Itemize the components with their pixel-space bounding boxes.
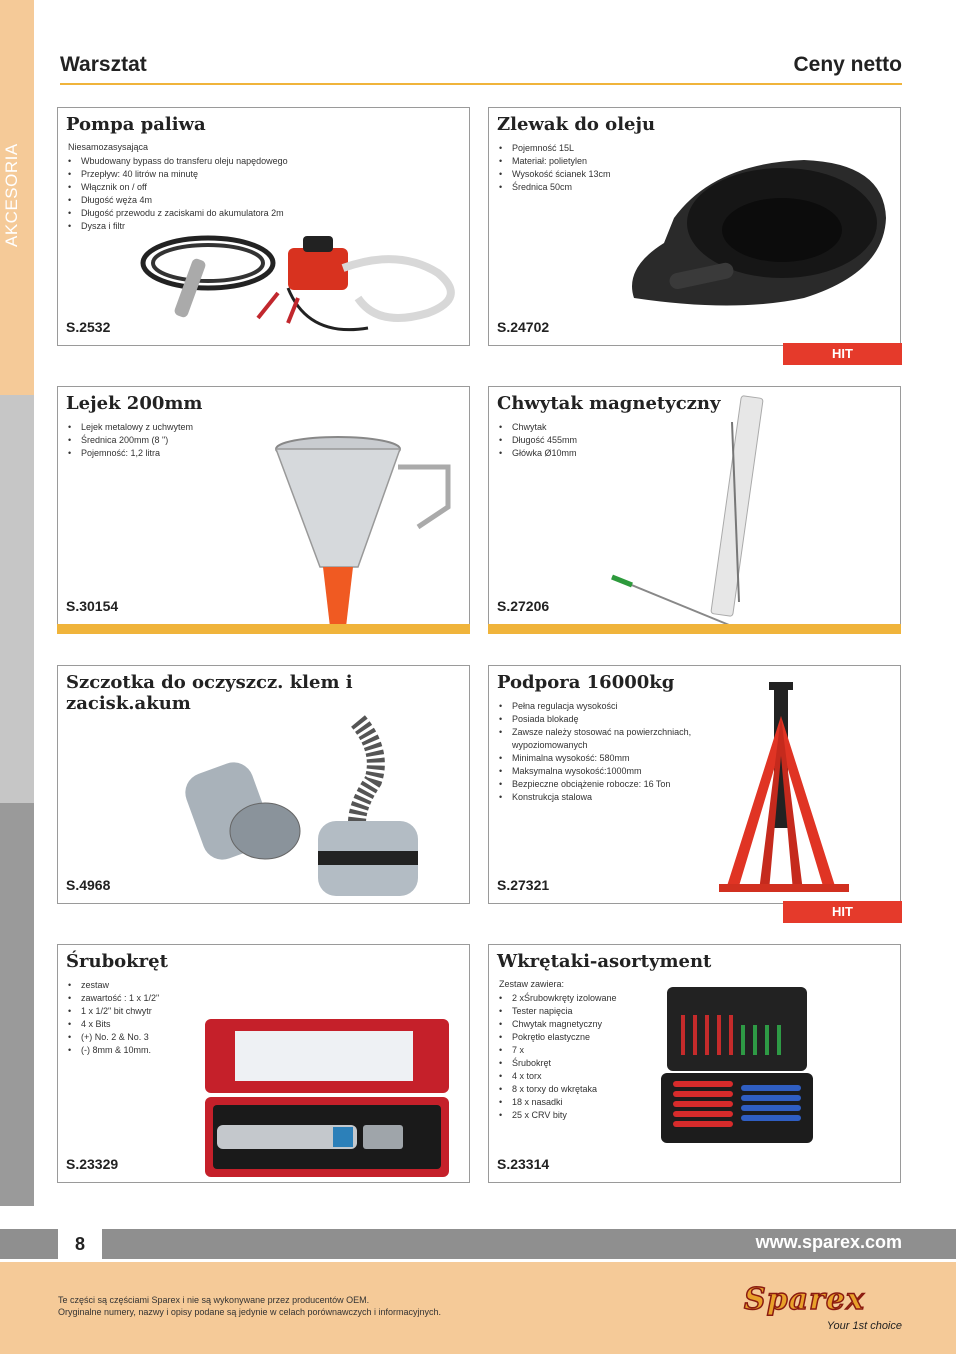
- website-link[interactable]: www.sparex.com: [755, 1232, 902, 1252]
- product-title: Podpora 16000kg: [497, 672, 675, 693]
- bestseller-badge: HIT SPRZEDAŻOWY: [783, 343, 902, 365]
- feature-item: • Minimalna wysokość: 580mm: [499, 752, 759, 765]
- product-intro: Zestaw zawiera:: [499, 979, 565, 989]
- header-divider: [60, 83, 902, 85]
- product-title: Wkrętaki-asortyment: [497, 951, 712, 972]
- feature-item: • 8 x torxy do wkrętaka: [499, 1083, 759, 1096]
- product-code: S.4968: [66, 877, 111, 893]
- feature-item: • Pokrętło elastyczne: [499, 1031, 759, 1044]
- feature-item: • 1 x 1/2" bit chwytr: [68, 1005, 328, 1018]
- card-accent-stripe: [57, 624, 470, 634]
- product-card-terminal-brush: [57, 665, 470, 904]
- feature-item: • Lejek metalowy z uchwytem: [68, 421, 328, 434]
- product-title: Pompa paliwa: [66, 114, 206, 135]
- sidebar-section-label: AKCESORIA: [2, 143, 21, 247]
- product-code: S.23329: [66, 1156, 119, 1172]
- feature-item: • 18 x nasadki: [499, 1096, 759, 1109]
- feature-item: • zawartość : 1 x 1/2": [68, 992, 328, 1005]
- magnetic-pickup-image: [604, 392, 774, 632]
- axle-stand-image: [719, 676, 889, 901]
- feature-item: • 4 x torx: [499, 1070, 759, 1083]
- feature-item: • 7 x: [499, 1044, 759, 1057]
- sidebar-bottom-block: [0, 803, 34, 1206]
- feature-item: • (+) No. 2 & No. 3: [68, 1031, 328, 1044]
- terminal-brush-image: [183, 711, 433, 901]
- feature-item: • Tester napięcia: [499, 1005, 759, 1018]
- disclaimer-line: Te części są częściami Sparex i nie są wykonywane przez producentów OEM.: [58, 1295, 370, 1305]
- product-title: Lejek 200mm: [66, 393, 203, 414]
- feature-item: • Długość węża 4m: [68, 194, 328, 207]
- feature-item: • Wbudowany bypass do transferu oleju napędowego: [68, 155, 328, 168]
- feature-item: • Bezpieczne obciążenie robocze: 16 Ton: [499, 778, 759, 791]
- feature-item: • Pojemność: 1,2 litra: [68, 447, 328, 460]
- feature-item: • Średnica 50cm: [499, 181, 759, 194]
- feature-item: • Zawsze należy stosować na powierzchniach, wypoziomowanych: [499, 726, 759, 752]
- disclaimer: [58, 1294, 441, 1318]
- feature-item: • Przepływ: 40 litrów na minutę: [68, 168, 328, 181]
- logo-wordmark: Sparex: [744, 1282, 865, 1317]
- feature-item: • Chwytak: [499, 421, 759, 434]
- feature-item: • Posiada blokadę: [499, 713, 759, 726]
- product-card-fuel-pump: [57, 107, 470, 346]
- product-card-impact-driver: [57, 944, 470, 1183]
- feature-item: • Materiał: polietylen: [499, 155, 759, 168]
- price-note: Ceny netto: [793, 53, 902, 76]
- logo-tagline: Your 1st choice: [826, 1320, 902, 1332]
- product-code: S.2532: [66, 319, 111, 335]
- feature-item: • Chwytak magnetyczny: [499, 1018, 759, 1031]
- disclaimer-line: Oryginalne numery, nazwy i opisy podane są jedynie w celach porównawczych i informacyjnych.: [58, 1307, 442, 1317]
- product-code: S.24702: [497, 319, 550, 335]
- sidebar: [0, 0, 34, 1206]
- product-card-funnel: [57, 386, 470, 625]
- feature-item: • Maksymalna wysokość:1000mm: [499, 765, 759, 778]
- feature-item: • Pojemność 15L: [499, 142, 759, 155]
- feature-item: • Długość przewodu z zaciskami do akumulatora 2m: [68, 207, 328, 220]
- bestseller-badge: HIT SPRZEDAŻOWY: [783, 901, 902, 923]
- sidebar-mid-block: [0, 395, 34, 803]
- feature-item: • Długość 455mm: [499, 434, 759, 447]
- feature-item: • Wysokość ścianek 13cm: [499, 168, 759, 181]
- page-number: 8: [58, 1229, 102, 1259]
- oil-drain-pan-image: [614, 148, 894, 318]
- feature-item: • 25 x CRV bity: [499, 1109, 759, 1122]
- feature-item: • Główka Ø10mm: [499, 447, 759, 460]
- product-card-oil-drain: [488, 107, 901, 346]
- product-code: S.27206: [497, 598, 550, 614]
- page-title: Warsztat: [60, 53, 147, 76]
- screwdriver-set-case-image: [661, 985, 813, 1145]
- feature-item: • Włącznik on / off: [68, 181, 328, 194]
- feature-item: • Dysza i filtr: [68, 220, 328, 233]
- feature-item: • Konstrukcja stalowa: [499, 791, 759, 804]
- feature-item: • Pełna regulacja wysokości: [499, 700, 759, 713]
- product-card-axle-stand: [488, 665, 901, 904]
- product-code: S.30154: [66, 598, 119, 614]
- card-accent-stripe: [488, 624, 901, 634]
- product-card-screwdriver-set: [488, 944, 901, 1183]
- impact-driver-case-image: [203, 1017, 453, 1179]
- product-title: Śrubokręt: [66, 951, 168, 972]
- feature-item: • zestaw: [68, 979, 328, 992]
- feature-item: • Średnica 200mm (8 "): [68, 434, 328, 447]
- product-code: S.27321: [497, 877, 550, 893]
- product-title: Zlewak do oleju: [497, 114, 656, 135]
- product-intro: Niesamozasysająca: [68, 142, 149, 152]
- product-title: Szczotka do oczyszcz. klem i zacisk.akum: [66, 672, 353, 714]
- product-features: [68, 155, 328, 233]
- feature-item: • 4 x Bits: [68, 1018, 328, 1031]
- product-card-magnetic-pickup: [488, 386, 901, 625]
- feature-item: • (-) 8mm & 10mm.: [68, 1044, 328, 1057]
- product-title: Chwytak magnetyczny: [497, 393, 721, 414]
- funnel-image: [268, 427, 468, 637]
- fuel-pump-image: [138, 228, 468, 348]
- feature-item: • 2 xŚrubowkręty izolowane: [499, 992, 759, 1005]
- product-code: S.23314: [497, 1156, 550, 1172]
- feature-item: • Śrubokręt: [499, 1057, 759, 1070]
